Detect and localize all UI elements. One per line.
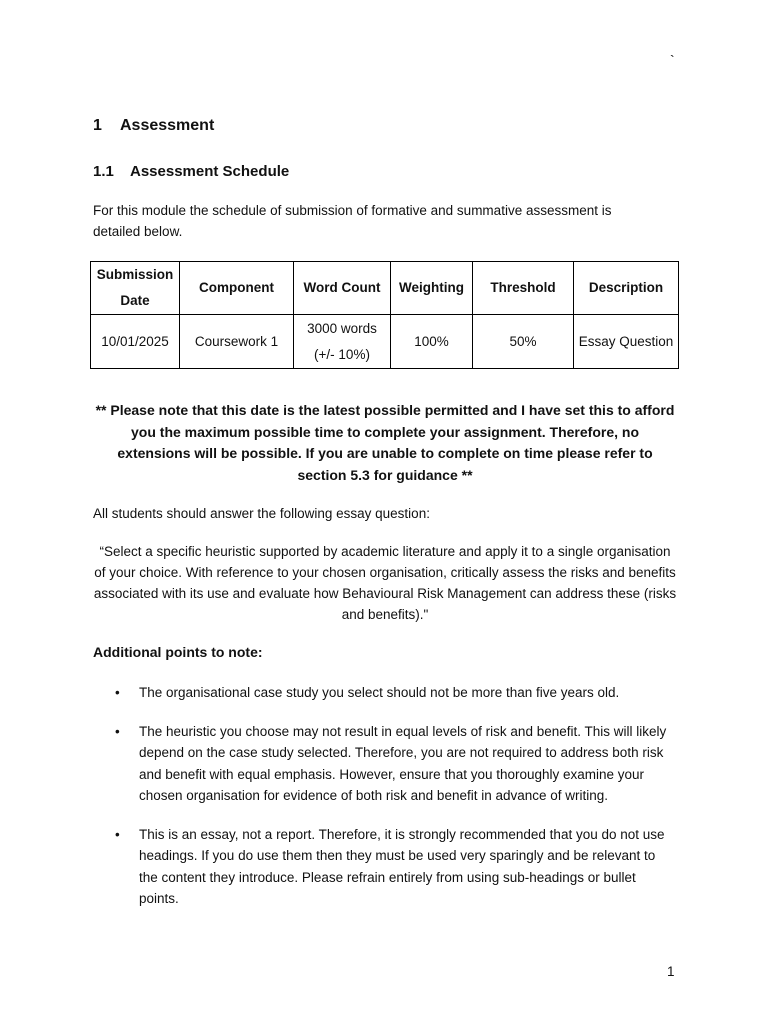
table-cell-weighting: 100%: [391, 315, 473, 369]
header-mark: `: [670, 52, 675, 68]
table-header-row: [91, 262, 679, 315]
list-item-text: The heuristic you choose may not result in equal levels of risk and benefit. This will likely depend on the case study selected. Therefore, you are not required to address both risk and benefit with equal emphasis. However, ensure that you thoroughly examine your chosen organisation for evidence of both risk and benefit in advance of writing.: [139, 723, 667, 803]
assessment-schedule-table: [90, 261, 679, 369]
subsection-title: Assessment Schedule: [130, 163, 290, 180]
table-header-cell: Submission Date: [91, 262, 180, 315]
table-row: [91, 315, 679, 369]
table-cell-threshold: 50%: [473, 315, 574, 369]
table-cell-date: 10/01/2025: [91, 315, 180, 369]
section-title: Assessment: [120, 117, 215, 134]
table-cell-word-count: 3000 words (+/- 10%): [294, 315, 391, 369]
table-header-cell: Threshold: [473, 262, 574, 315]
list-item: [93, 824, 677, 910]
essay-question: “Select a specific heuristic supported by academic literature and apply it to a single organisation of your choice. With reference to your chosen organisation, critically assess the risks and benefits associated with its use and evaluate how Behavioural Risk Management can address these (risks and benefits).": [93, 544, 677, 622]
list-item: [93, 721, 677, 807]
bullet-icon: •: [115, 723, 120, 739]
bullet-icon: •: [115, 826, 120, 842]
subsection-heading: [93, 163, 289, 180]
section-heading: [93, 117, 214, 135]
list-item-text: This is an essay, not a report. Therefore, it is strongly recommended that you do not use headings. If you do use them then they must be used very sparingly and be relevant to the content they introduce. Please refrain entirely from using sub-headings or bullet points.: [139, 826, 665, 906]
table-header-cell: Weighting: [391, 262, 473, 315]
subsection-number: 1.1: [93, 163, 114, 180]
additional-points-heading: Additional points to note:: [93, 644, 263, 660]
table-cell-description: Essay Question: [574, 315, 679, 369]
bullet-icon: •: [115, 685, 120, 700]
page-number: 1: [667, 964, 675, 979]
deadline-note: ** Please note that this date is the latest possible permitted and I have set this to afford you the maximum possible time to complete your assignment. Therefore, no extensions will be possible. If you are unable to complete on time please refer to section 5.3 for guidance **: [95, 402, 675, 483]
table-header-cell: Component: [180, 262, 294, 315]
additional-points-list: [93, 682, 677, 927]
table-header-cell: Word Count: [294, 262, 391, 315]
table-cell-component: Coursework 1: [180, 315, 294, 369]
section-number: 1: [93, 117, 102, 134]
list-item-text: The organisational case study you select should not be more than five years old.: [139, 685, 620, 700]
instruction-text: All students should answer the following essay question:: [93, 506, 430, 521]
intro-paragraph: For this module the schedule of submission of formative and summative assessment is detailed below.: [93, 203, 612, 239]
table-header-cell: Description: [574, 262, 679, 315]
list-item: [93, 682, 677, 704]
